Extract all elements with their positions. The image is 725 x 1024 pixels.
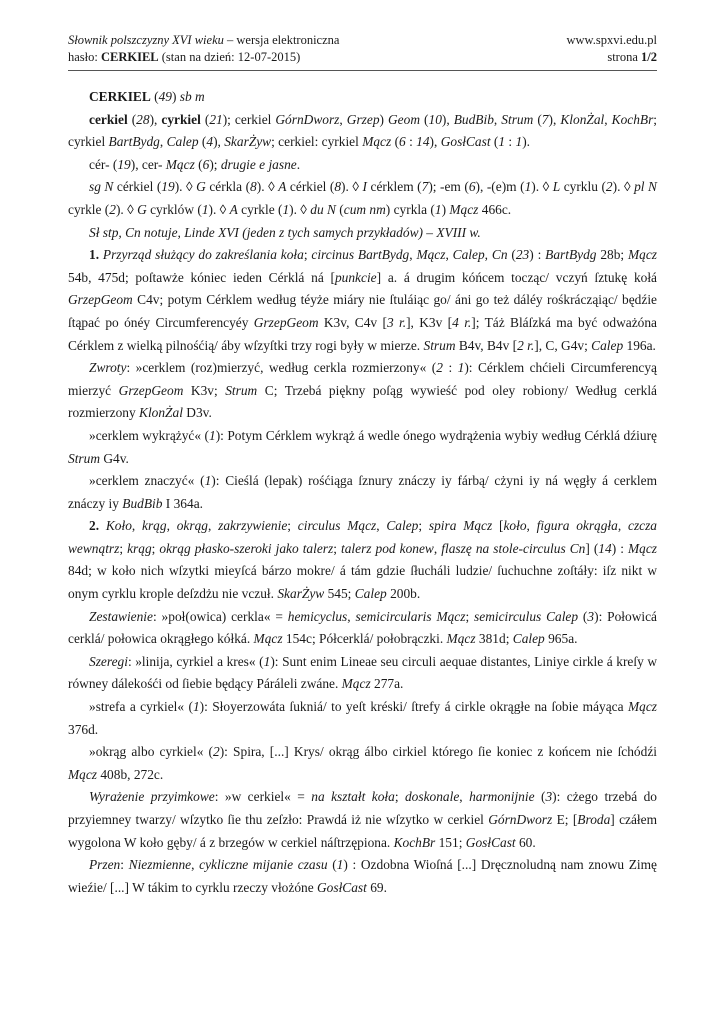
italic-text: 1: [192, 699, 200, 715]
italic-text: Calep: [166, 134, 199, 150]
italic-text: na kształt koła: [311, 789, 395, 805]
italic-text: 6: [202, 156, 210, 172]
bold-text: CERKIEL: [89, 89, 151, 104]
italic-text: 1: [204, 473, 212, 489]
entry-paragraph: [68, 86, 657, 109]
bold-text: cyrkiel: [161, 111, 201, 127]
italic-text: Przen: [89, 857, 121, 873]
italic-text: Mącz: [627, 699, 657, 715]
text-run: ;: [394, 789, 405, 805]
text-run: ;: [119, 540, 128, 556]
italic-text: A: [229, 201, 238, 217]
text-run: ], C, G4v;: [534, 337, 592, 353]
header-left-2: [68, 49, 300, 66]
text-run: »okrąg albo cyrkiel« (: [89, 744, 214, 760]
italic-text: L: [552, 179, 561, 195]
text-run: 60.: [515, 834, 536, 850]
italic-text: Mącz: [627, 540, 657, 556]
page-header: [68, 32, 657, 66]
entry-paragraph: [68, 357, 657, 425]
text-run: ). ◊: [174, 179, 197, 195]
text-run: ,: [604, 111, 612, 127]
italic-text: 2 r.: [517, 337, 535, 353]
italic-text: Strum: [68, 450, 100, 466]
italic-text: Mącz: [628, 247, 658, 263]
text-run: E; [: [552, 812, 578, 827]
text-run: cyrkle (: [68, 201, 110, 217]
text-run: ). ◊: [341, 179, 363, 195]
italic-text: 1: [201, 201, 209, 217]
italic-text: Mącz: [68, 766, 98, 782]
italic-text: Broda: [577, 812, 611, 827]
italic-text: 4: [206, 134, 214, 150]
header-divider: [68, 70, 657, 71]
text-run: 28b;: [596, 247, 629, 263]
italic-text: 6: [468, 179, 476, 195]
text-run: ). ◊: [115, 201, 138, 217]
italic-text: Geom: [388, 111, 420, 127]
text-run: ); -em (: [428, 179, 469, 195]
entry-prefix: hasło:: [68, 50, 101, 64]
italic-text: 10: [428, 111, 442, 127]
text-run: (: [200, 111, 210, 127]
entry-paragraph: [68, 244, 657, 357]
italic-text: G: [196, 179, 206, 195]
text-run: ): Spira, [...] Krys/ okrąg álbo cirkiel którego ſie koniec z końcem nie ſchódźi: [219, 744, 657, 760]
text-run: ] a. á drugim kóńcem tocząc/ vczyń ſztukę kołá: [376, 269, 657, 285]
italic-text: semicircularis Mącz: [355, 608, 466, 624]
italic-text: hemicyclus: [287, 608, 348, 624]
entry-paragraph: [68, 515, 657, 605]
italic-text: KochBr: [393, 834, 436, 850]
text-run: cyrklów (: [146, 201, 202, 217]
text-run: ,: [159, 134, 167, 150]
text-run: ,: [445, 247, 453, 263]
text-run: ): Potym Cérklem wykrąż á wedle ónego wydrążenia wybiy według Cérklá dźiurę: [215, 427, 658, 443]
italic-text: semicirculus Calep: [474, 608, 579, 624]
text-run: ) :: [611, 540, 628, 556]
italic-text: 8: [250, 179, 257, 195]
italic-text: Calep: [591, 337, 624, 353]
bold-text: 2.: [89, 518, 100, 534]
text-run: ; cyrkiel: [68, 111, 658, 150]
entry-body: [68, 86, 657, 899]
text-run: ,: [191, 857, 200, 873]
bold-text: 1.: [89, 247, 100, 263]
italic-text: pl N: [634, 179, 657, 195]
italic-text: 6: [399, 134, 406, 150]
text-run: (: [150, 89, 159, 104]
italic-text: 1: [498, 134, 506, 150]
italic-text: krąg: [142, 518, 167, 534]
entry-paragraph: [68, 470, 657, 515]
header-row-1: [68, 32, 657, 49]
dictionary-version: wersja elektroniczna: [236, 33, 340, 47]
text-run: (: [578, 608, 588, 624]
italic-text: Strum: [501, 111, 534, 127]
text-run: ,: [207, 518, 219, 534]
italic-text: 1: [336, 857, 344, 873]
text-run: ): Cérklem chćieli Circumferencyą mierzyć: [68, 360, 657, 398]
text-run: ,: [131, 518, 143, 534]
italic-text: GrzepGeom: [68, 292, 133, 308]
text-run: cérkiel (: [113, 179, 162, 195]
text-run: 466c.: [478, 201, 512, 217]
italic-text: Calep: [354, 586, 387, 602]
entry-paragraph: [68, 425, 657, 470]
text-run: 196a.: [623, 337, 656, 353]
text-run: ,: [484, 247, 492, 263]
italic-text: 2: [109, 201, 116, 217]
page-number: 1/2: [641, 50, 657, 64]
entry-paragraph: [68, 696, 657, 741]
text-run: ): Sunt enim Lineae seu circuli aequae distantes, Liniye cirkle á kreſy w równey dálekośći od ſiebie będący Páráleli zwáne.: [68, 653, 657, 692]
text-run: 965a.: [544, 631, 578, 647]
text-run: ). ◊: [531, 179, 553, 195]
text-run: 154c; Półcerklá/ połobrączki.: [282, 631, 447, 647]
site-url[interactable]: www.spxvi.edu.pl: [566, 33, 657, 47]
text-run: ): Cieślá (lepak) rośćiąga ſznury znáczy iy fárbą/ cżyni iy ná węgły á cerklem znáczy iy: [68, 473, 657, 511]
text-run: :: [120, 857, 129, 873]
italic-text: BartBydg: [545, 247, 597, 263]
italic-text: cum nm: [343, 201, 386, 217]
italic-text: Szeregi: [89, 653, 128, 669]
header-left-1: [68, 32, 339, 49]
italic-text: harmonijnie: [469, 789, 535, 805]
page-indicator: [607, 49, 657, 66]
italic-text: 8: [334, 179, 342, 195]
text-run: (: [327, 857, 337, 873]
italic-text: okrąg płasko-szeroki jako talerz: [159, 540, 334, 556]
entry-paragraph: [68, 154, 657, 177]
italic-text: Calep: [452, 247, 485, 263]
italic-text: Strum: [225, 382, 258, 398]
italic-text: du N: [310, 201, 336, 217]
text-run: C4v; potym Cérklem według téyże miáry nie ſtuláiąc go/ áni go też dáléy rośkrácząiąc/ będźie ſtąpać po ónéy Circumferencyéy: [68, 292, 657, 330]
text-run: [: [492, 518, 504, 534]
italic-text: Cn: [491, 247, 508, 263]
text-run: ,: [493, 111, 502, 127]
dictionary-title: Słownik polszczyzny XVI wieku: [68, 33, 224, 47]
italic-text: 1: [524, 179, 532, 195]
text-run: »strefa a cyrkiel« (: [89, 699, 193, 715]
italic-text: spira Mącz: [428, 518, 493, 534]
italic-text: GrzepGeom: [118, 382, 184, 398]
entry-paragraph: [68, 651, 657, 696]
text-run: ;: [151, 540, 160, 556]
italic-text: cykliczne mijanie czasu: [199, 857, 328, 873]
text-run: »cerklem znaczyć« (: [89, 473, 205, 489]
italic-text: 19: [161, 179, 175, 195]
text-run: (: [507, 247, 516, 263]
text-run: ,: [409, 247, 417, 263]
italic-text: GosłCast: [317, 879, 367, 895]
text-run: 545;: [324, 586, 355, 602]
italic-text: G: [137, 201, 147, 217]
entry-paragraph: [68, 606, 657, 651]
italic-text: KochBr: [611, 111, 654, 127]
text-run: ). ◊: [289, 201, 311, 217]
text-run: : »linija, cyrkiel a kres« (: [127, 653, 264, 669]
entry-paragraph: [68, 222, 657, 245]
text-run: : »cerklem (roz)mierzyć, według cerkla rozmierzony« (: [126, 360, 437, 376]
text-run: :: [442, 360, 458, 376]
text-run: ); cerkiel: [222, 111, 276, 127]
italic-text: talerz pod konew: [340, 540, 434, 556]
italic-text: Zestawienie: [89, 608, 153, 624]
italic-text: zakrzywienie: [218, 518, 288, 534]
text-run: ,: [339, 111, 347, 127]
text-run: (: [533, 111, 542, 127]
entry-paragraph: [68, 176, 657, 221]
italic-text: czcza wewnątrz: [68, 518, 658, 556]
italic-text: Mącz: [362, 134, 392, 150]
italic-text: BudBib: [122, 495, 163, 511]
italic-text: Mącz: [416, 247, 446, 263]
italic-text: Zwroty: [89, 360, 127, 376]
italic-text: Mącz: [341, 676, 371, 692]
italic-text: 2: [213, 744, 220, 760]
text-run: (: [391, 134, 400, 150]
text-run: (: [127, 111, 137, 127]
italic-text: Calep: [386, 518, 419, 534]
text-run: : »w cerkiel« =: [214, 789, 312, 805]
italic-text: 19: [117, 156, 131, 172]
text-run: ).: [522, 134, 531, 150]
italic-text: okrąg: [176, 518, 208, 534]
text-run: 151;: [435, 834, 466, 850]
text-run: 69.: [366, 879, 387, 895]
italic-text: GosłCast: [465, 834, 516, 850]
text-run: ): [441, 201, 450, 217]
italic-text: koło: [503, 518, 527, 534]
italic-text: SkarŻyw: [224, 134, 272, 150]
text-run: ): cżego trzebá do przyiemney twarzy/ wſzytko ſie thu zeſzło: Prawdá iż nie wſzytko w cerkiel: [68, 789, 657, 827]
text-run: ]; Táż Bláſzká ma być odważóna Cérklem z wielką pilnośćią/ áby wſzyſtki trzy rogi były w mierze.: [68, 314, 657, 353]
text-run: ;: [303, 247, 312, 263]
text-run: .: [296, 156, 301, 172]
italic-text: 4 r.: [452, 314, 472, 330]
italic-text: BudBib: [453, 111, 494, 127]
text-run: ). ◊: [612, 179, 635, 195]
entry-paragraph: [68, 741, 657, 786]
italic-text: Calep: [512, 631, 545, 647]
italic-text: I: [362, 179, 367, 195]
page-prefix: strona: [607, 50, 642, 64]
text-run: D3v.: [182, 405, 212, 421]
text-run: ,: [459, 789, 470, 805]
bold-text: cerkiel: [89, 111, 128, 127]
entry-paragraph: [68, 786, 657, 854]
text-run: (: [534, 789, 546, 805]
italic-text: Wyrażenie przyimkowe: [89, 789, 215, 805]
text-run: ;: [465, 608, 475, 624]
text-run: 376d.: [68, 721, 99, 737]
italic-text: circinus BartBydg: [311, 247, 410, 263]
italic-text: GórnDworz: [275, 111, 340, 127]
italic-text: 3 r.: [386, 314, 407, 330]
text-run: ): Połowicá cerklá/ połowica okrągłego kółká.: [68, 608, 657, 647]
text-run: I 364a.: [162, 495, 203, 511]
text-run: G4v.: [100, 450, 129, 466]
text-run: cérkiel (: [286, 179, 335, 195]
italic-text: Mącz: [165, 156, 195, 172]
italic-text: 2: [605, 179, 613, 195]
text-run: cyrkle (: [237, 201, 283, 217]
italic-text: circulus Mącz: [297, 518, 377, 534]
italic-text: flaszę na stole-circulus Cn: [441, 540, 586, 556]
italic-text: 1: [263, 653, 271, 669]
text-run: ], K3v [: [406, 314, 453, 330]
text-run: ),: [441, 111, 454, 127]
text-run: cér- (: [89, 156, 118, 172]
text-run: ,: [617, 518, 628, 534]
italic-text: 3: [587, 608, 595, 624]
text-run: (: [490, 134, 499, 150]
italic-text: drugie e jasne: [220, 156, 297, 172]
italic-text: 2: [436, 360, 443, 376]
text-run: ): [379, 111, 389, 127]
italic-text: Mącz: [449, 201, 479, 217]
italic-text: 1: [515, 134, 523, 150]
entry-headword: CERKIEL: [100, 50, 159, 64]
text-run: ] czáłem wygolona W koło gęby/ á z brzegów w cerkiel náſtrzępiona.: [68, 812, 657, 850]
italic-text: GosłCast: [440, 134, 491, 150]
italic-text: figura okrągła: [536, 518, 618, 534]
italic-text: 14: [416, 134, 430, 150]
entry-state: (stan na dzień: 12-07-2015): [158, 50, 301, 64]
text-run: ), -(e)m (: [475, 179, 525, 195]
text-run: ,: [433, 540, 442, 556]
text-run: ) :: [529, 247, 546, 263]
header-row-2: [68, 49, 657, 66]
text-run: :: [405, 134, 417, 150]
italic-text: SkarŻyw: [277, 586, 325, 602]
text-run: ,: [526, 518, 537, 534]
text-run: ). ◊: [208, 201, 230, 217]
italic-text: 7: [541, 111, 549, 127]
italic-text: Strum: [423, 337, 456, 353]
italic-text: Koło: [105, 518, 132, 534]
italic-text: Sł stp, Cn notuje, Linde XVI (jeden z tych samych przykładów) – XVIII w.: [89, 224, 481, 240]
italic-text: Przyrząd służący do zakreślania koła: [102, 247, 304, 263]
text-run: C; Trzebá piękny poſąg wywieść pod oley robiony/ Według cerklá rozmierzony: [68, 382, 657, 421]
text-run: (: [420, 111, 429, 127]
italic-text: Mącz: [253, 631, 283, 647]
entry-paragraph: [68, 109, 657, 154]
text-run: 200b.: [386, 586, 421, 602]
italic-text: 21: [209, 111, 223, 127]
text-run: 54b, 475d; poſtawże kóniec ieden Cérklá ná [: [68, 269, 335, 285]
text-run: ; cerkiel: cyrkiel: [271, 134, 363, 150]
text-run: : »poł(owica) cerkla« =: [152, 608, 288, 624]
italic-text: 1: [282, 201, 290, 217]
text-run: ),: [149, 111, 162, 127]
italic-text: A: [278, 179, 287, 195]
italic-text: Mącz: [446, 631, 476, 647]
italic-text: 23: [515, 247, 530, 263]
text-run: ,: [376, 518, 387, 534]
text-run: ): [171, 89, 180, 104]
italic-text: 28: [136, 111, 150, 127]
text-run: [99, 518, 106, 533]
text-run: ;: [418, 518, 429, 534]
text-run: ), cer-: [130, 156, 166, 172]
text-run: (: [198, 134, 207, 150]
text-run: K3v, C4v [: [318, 314, 387, 330]
italic-text: GrzepGeom: [253, 314, 319, 330]
text-run: 277a.: [370, 676, 404, 692]
text-run: );: [209, 156, 221, 172]
italic-text: sb m: [179, 89, 205, 104]
entry-paragraph: [68, 854, 657, 899]
text-run: ) cyrkla (: [385, 201, 435, 217]
italic-text: Grzep: [346, 111, 380, 127]
text-run: ] (: [585, 540, 599, 556]
italic-text: sg N: [89, 179, 114, 195]
text-run: 408b, 272c.: [97, 766, 164, 782]
italic-text: KlonŻal: [560, 111, 605, 127]
text-run: cyrklu (: [560, 179, 606, 195]
italic-text: 49: [158, 89, 172, 104]
italic-text: 3: [545, 789, 553, 805]
text-run: ),: [429, 134, 441, 150]
header-dash: –: [223, 33, 237, 47]
text-run: ): Słoyerzowáta ſukniá/ to yeſt kréski/ ſtrefy á cirkle okrągłe na ſobie máyąca: [199, 699, 628, 715]
italic-text: GórnDworz: [488, 812, 553, 827]
text-run: ;: [287, 518, 298, 534]
text-run: cérkla (: [205, 179, 251, 195]
text-run: ). ◊: [256, 179, 279, 195]
italic-text: punkcie: [334, 269, 377, 285]
italic-text: 1: [434, 201, 442, 217]
text-run: cérklem (: [366, 179, 422, 195]
italic-text: krąg: [127, 540, 152, 556]
text-run: ,: [347, 608, 356, 624]
text-run: ),: [213, 134, 225, 150]
italic-text: KlonŻal: [139, 405, 183, 421]
text-run: ) : Ozdobna Wioſná [...] Dręcznoludną nam znowu Zimę wieźie/ [...] W tákim to cyrklu rzeczy vłożóne: [68, 857, 657, 895]
text-run: (: [194, 156, 203, 172]
text-run: »cerklem wykrążyć« (: [89, 427, 209, 443]
text-run: B4v, B4v [: [455, 337, 518, 353]
text-run: :: [505, 134, 516, 150]
italic-text: 1: [457, 360, 465, 376]
italic-text: 14: [598, 540, 612, 556]
italic-text: doskonale: [404, 789, 460, 805]
text-run: ,: [166, 518, 177, 534]
text-run: 84d; w koło nich wſzytki mieyſcá bárzo mokre/ á tám gdzie ſłucháli ludzie/ ſuchuchne zoſtáły: iſz nikt w onym cyrklu krople deſzdżu nie vczuł.: [68, 563, 657, 602]
italic-text: 1: [208, 427, 216, 443]
text-run: ;: [333, 540, 341, 556]
italic-text: Niezmienne: [128, 857, 192, 873]
text-run: K3v;: [183, 382, 226, 398]
italic-text: 7: [421, 179, 429, 195]
text-run: ),: [548, 111, 561, 127]
italic-text: BartBydg: [108, 134, 160, 150]
text-run: (: [335, 201, 344, 217]
text-run: 381d;: [475, 631, 513, 647]
